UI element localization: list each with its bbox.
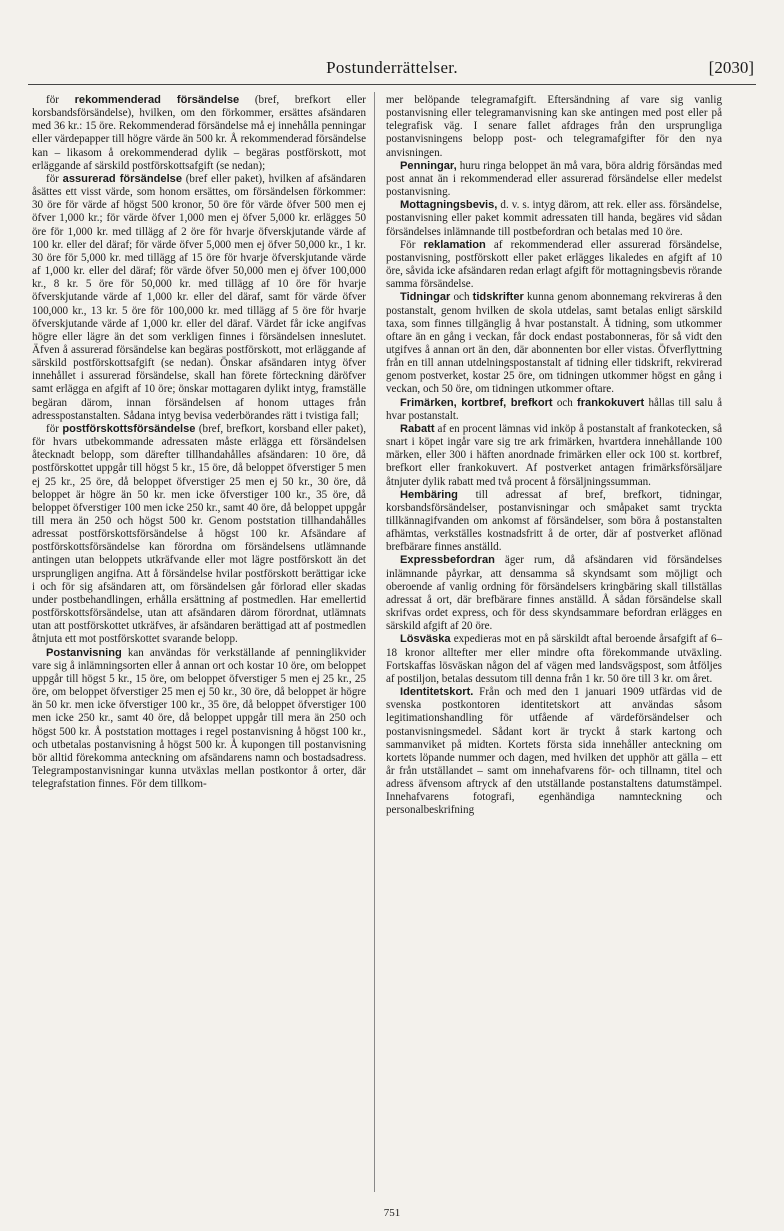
paragraph-text: äger rum, då afsändaren vid försändelses inlämnande påyrkar, att densamma så skyndsamt som möjligt och oberoende af vanlig ordning för försändelsers kringbäring skall tillställas adressat å ort, där brefbärare finnes anställd. Å sådan försändelse skall skrifvas ordet express, och för dess skyndsammare befordran erlägges en särskild afgift af 20 öre. [386,554,722,633]
page-number: 751 [383,1207,401,1219]
paragraph-prefix: För [400,238,424,251]
keyword: reklamation [423,238,486,251]
paragraph-text: d. v. s. intyg därom, att rek. eller ass. försändelse, postanvisning eller paket kommit adressaten till handa, begäres vid sådan försändelses inlämnande till postbefordran och betalas med 10 öre. [386,199,722,238]
header-rule [28,84,756,85]
paragraph [386,94,722,160]
keyword: Rabatt [400,422,435,435]
paragraph [386,489,722,555]
paragraph-text: mer belöpande telegramafgift. Eftersändning af vare sig vanlig postanvisning eller telegramanvisning kan ske antingen med post eller på telegrafisk väg. I senare fallet afdrages från den ursprungliga postanvisningens belopp post- och telegramafgifter för den nya anvisningen. [386,94,722,159]
paragraph [32,94,366,173]
column-divider [374,92,375,1192]
paragraph [386,199,722,238]
keyword: Penningar, [400,159,457,172]
keyword: postförskottsförsändelse [62,422,196,435]
keyword: tidskrifter [472,291,524,304]
paragraph-text: kan användas för verkställande af penninglikvider vare sig å inlämningsorten eller å annan ort och kostar 10 öre, om beloppet uppgår till högst 5 kr., 15 öre, om beloppet öfverstiger 5 men ej 25 kr., 25 öre, om beloppet öfverstiger 25 men ej 50 kr., 30 öre, då beloppet är högre än 50 kr. men icke öfverstiger 100 kr., 35 öre, då beloppet öfverstiger 100 men icke 250 kr., samt 40 öre, då beloppet uppgår till mera än 250 och högst 500 kr. Å poststation mottages i regel postanvisning å högst 100 kr., och utbetalas postanvisning å högst 500 kr. Å kupongen till postanvisning bör alltid förekomma anteckning om afsändarens namn och bostadsadress. Telegrampostanvisningar kunna utväxlas mellan postkontor å orter, där telegrafstation finnes. För dem tillkom- [32,646,366,791]
paragraph-prefix: för [46,422,63,435]
page-title: Postunderrättelser. [326,58,458,77]
page-reference: [2030] [708,58,754,77]
paragraph-text: till adressat af bref, brefkort, tidningar, korsbandsförsändelser, postanvisningar och småpaket samt tryckta tillkännagifvanden om ankomst af försändelser, som böra å postanstalten afhämtas, verkställes kostnadsfritt å de orter, där af postverket aflönad brefbärare finnes anställd. [386,488,722,554]
keyword: Frimärken, kortbref, brefkort [400,396,553,409]
paragraph [32,423,366,647]
paragraph-text: Från och med den 1 januari 1909 utfärdas vid de svenska postkontoren identitetskort att användas såsom legitimationshandling för utfående af värdeförsändelser och postanvisningsmedel. Sådant kort är tryckt å stark kartong och sammanviket på midten. Kortets första sida innehåller anteckning om kortets löpande nummer och dagen, med hvilken det upphör att gälla – ett år från utställandet – samt om innehafvarens för- och tillnamn, titel och adress äfvensom aftryck af den utställande postanstaltens datumstämpel. Innehafvarens fotografi, egenhändiga namnteckning och personalbeskrifning [386,686,722,817]
keyword: Mottagningsbevis, [400,199,498,212]
paragraph-text: af rekommenderad eller assurerad försändelse, postanvisning, postförskott eller paket erlägges likaledes en afgift af 10 öre, såvida icke afsändaren redan erlagt afgift för mottagningsbevis rörande samma försändelse. [386,238,722,291]
keyword: Postanvisning [46,646,122,659]
paragraph-text: (bref, brefkort eller korsbandsförsändelse), hvilken, om den förkommer, ersättes afsändaren med 36 kr.: 15 öre. Rekommenderad försändelse må ej innehålla penningar eller värdepapper till högre värde än 500 kr. Å rekommenderad försändelse kan – likasom å orekommenderad dylik – begäras postförskott, mot erläggande af särskild postförskottsafgift (se nedan); [32,94,366,172]
keyword: assurerad försändelse [62,172,182,185]
left-column [32,94,366,791]
keyword: Identitetskort. [400,686,474,699]
paragraph [386,686,722,818]
paragraph-text: huru ringa beloppet än må vara, böra aldrig försändas med post annat än i rekommenderad eller assurerad försändelse eller medelst postanvisning. [386,159,722,199]
paragraph-text: kunna genom abonnemang rekvireras å den postanstalt, genom hvilken de skola utdelas, samt betalas enligt särskild taxa, som finnes tillgänglig å hvar postanstalt. Å tidning, som utkommer oftare än en gång i veckan, får dock endast postabonneras, för så vidt den utgifves å annan ort än den, där abonnenten bor eller vistas. Öfverflyttning från en till annan utdelningspostanstalt af tidning eller tidskrift, rekvirerad genom postverket, kostar 25 öre, om tidningen utkommer högst en gång i veckan, och 50 öre, om tidningen utkommer oftare. [386,291,722,396]
paragraph [386,423,722,489]
paragraph [386,160,722,199]
paragraph [386,633,722,686]
paragraph [386,554,722,633]
paragraph-connector: och [552,396,578,409]
keyword: Tidningar [400,291,451,304]
paragraph-prefix: för [46,172,63,185]
paragraph [386,291,722,396]
keyword: frankokuvert [577,396,645,409]
keyword: Hembäring [400,488,458,501]
paragraph-text: af en procent lämnas vid inköp å postanstalt af frankotecken, så snart i köpet ingår vare sig tre ark frimärken, hvartdera innehållande 100 märken, eller 300 i häften anordnade frimärken eller ock 100 st. kortbref, brefkort eller frankokuvert. Af postverket antagen frimärksförsäljare åtnjuter dylik rabatt med två procent å försäljningssumman. [386,422,722,488]
right-column [386,94,722,818]
paragraph [386,397,722,423]
keyword: Expressbefordran [400,554,495,567]
paragraph-text: hållas till salu å hvar postanstalt. [386,396,722,422]
paragraph-connector: och [450,291,473,304]
keyword: Lösväska [400,633,451,646]
paragraph [386,239,722,292]
paragraph-text: (bref, brefkort, korsband eller paket), för hvars utbekommande adressaten måste erlägga ett försändelsen åtecknadt belopp, som därefter tillhandahålles afsändaren: 10 öre, då postförskottet uppgår till högst 5 kr., 15 öre, då beloppet öfverstiger 5 men ej 25 kr., 25 öre, då beloppet öfverstiger 25 men ej 50 kr., 30 öre, då beloppet är högre än 50 kr. men icke öfverstiger 100 kr., 35 öre, då beloppet öfverstiger 100 men icke 250 kr., samt 40 öre, då beloppet uppgår till mera än 250 och högst 500 kr. Genom poststation tillhandahålles adressat postförskottsförsändelse å högst 100 kr. Afsändare af postförskottsförsändelse kan förordna om försändelsens utlämnande antingen utan beloppets utkräfvande eller mot lägre postförskott än det ursprungligen angifna. Att å försändelse hvilar postförskott berättigar icke i och för sig afsändaren att, om försändelsen går förlorad eller skadas under postbehandlingen, erhålla ersättning af postmedlen. Har emellertid postförskottsförsändelse, utan att afsändaren därom förordnat, utlämnats utan att postförskottet utkräfves, är afsändaren berättigad att af postmedlen åtnjuta ett mot postförskottet svarande belopp. [32,422,366,646]
paragraph [32,647,366,792]
paragraph-text: (bref eller paket), hvilken af afsändaren åsättes ett visst värde, som honom ersättes, om försändelsen förkommer: 30 öre för värde af högst 500 kronor, 50 öre för värde öfver 500 men ej öfver 1,000 kr.; för värde öfver 1,000 men ej öfver 5,000 kr. erlägges 50 öre för 1,000 kr. med tillägg af 2 öre för hvarje öfverskjutande värde af 100 kr. eller del däraf; för värde öfver 5,000 men ej öfver 50,000 kr., 1 kr. 30 öre för 5,000 kr. med tillägg af 15 öre för hvarje öfverskjutande värde af 1,000 kr. eller del däraf; för värde öfver 50,000 men ej öfver 100,000 kr., 8 kr. 5 öre för 50,000 kr. med tillägg af 10 öre för hvarje öfverskjutande värde af 1,000 kr. eller del däraf, samt för värde öfver 100,000 kr., 13 kr. 5 öre för 100,000 kr. med tillägg af 5 öre för hvarje öfverskjutande värde af 1,000 kr. eller del däraf. Värdet får icke angifvas högre eller lägre än det som verkligen finnes i försändelsen inneslutet. Äfven å assurerad försändelse kan begäras postförskott, mot erläggande af särskild postförskottsafgift (se nedan). Önskar afsändaren intyg öfver innehållet i assurerad försändelse, skall han förete förteckning däröfver samt erlägga en afgift af 10 öre; önskar mottagaren dylikt intyg, framställe begäran därom, innan försändelsen af honom uttages från adresspostanstalten. Sådana intyg bevisa vederbörandes rätt i tvistiga fall; [32,172,366,422]
paragraph-prefix: för [46,94,75,106]
paragraph-text: expedieras mot en på särskildt aftal beroende årsafgift af 6–18 kronor alltefter mer eller mindre ofta förekommande utväxling. Fortskaffas lösväskan någon del af vägen med landsvägspost, som åtföljes af postiljon, betalas dessutom till denna från 1 kr. 50 öre till 3 kr. om året. [386,633,722,685]
paragraph [32,173,366,423]
keyword: rekommenderad försändelse [74,94,240,106]
